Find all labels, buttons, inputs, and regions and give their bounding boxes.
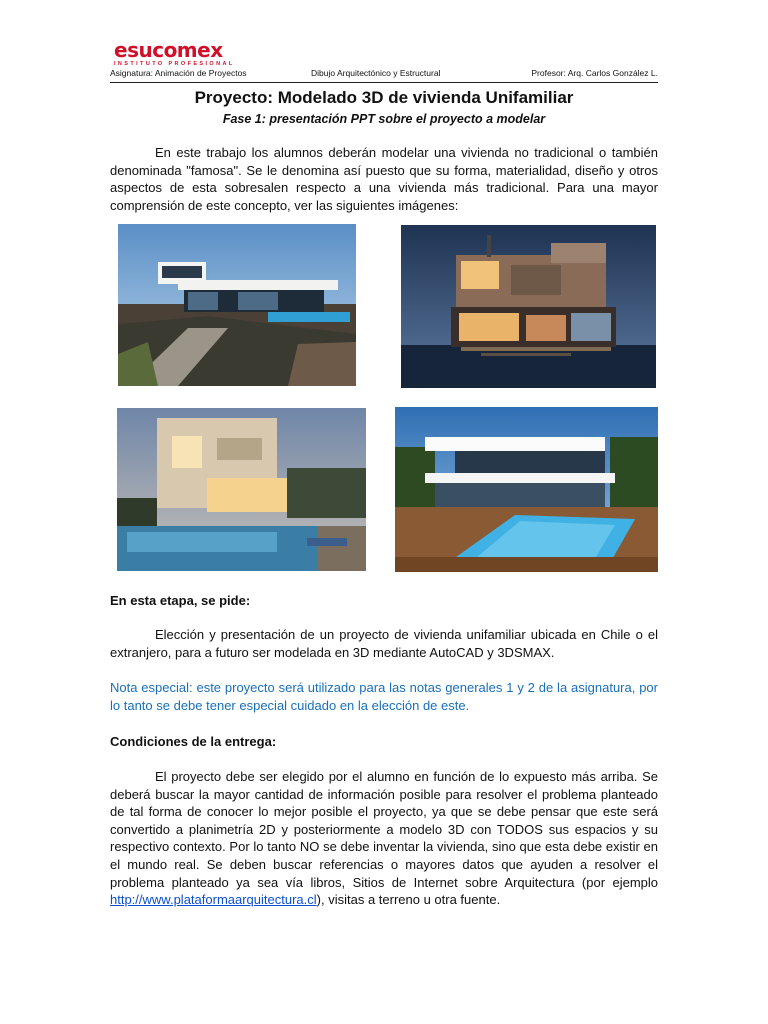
conditions-text-end: ), visitas a terreno u otra fuente. [316,892,501,908]
conditions-text-start: El proyecto debe ser elegido por el alumno en función de lo expuesto más arriba. Se deberá buscar la mayor cantidad de información posible para resolver el problema planteado de tal forma de conocer lo mejor posible el proyecto, ya que se debe pensar que este será convertido a planimetría 2D y posteriormente a modelo 3D con TODOS sus espacios y su respectivo contexto. Por lo tanto NO se debe inventar la vivienda, sino que esta debe existir en el mundo real. Se deben buscar referencias o mayores datos que ayuden a resolver el problema planteado ya sea vía libros, Sitios de Internet sobre Arquitectura (por ejemplo [110,769,658,890]
stage-heading: En esta etapa, se pide: [110,593,251,608]
house-photo-1 [118,224,356,386]
esucomex-logo [114,40,235,68]
plataforma-arquitectura-link[interactable]: http://www.plataformaarquitectura.cl [110,892,317,908]
house-photo-3 [117,408,366,571]
stage-paragraph: Elección y presentación de un proyecto de vivienda unifamiliar ubicada en Chile o el extranjero, para a futuro ser modelada en 3D mediante AutoCAD y 3DSMAX. [110,627,658,660]
document-header [110,68,658,82]
conditions-heading: Condiciones de la entrega: [110,734,277,749]
intro-paragraph: En este trabajo los alumnos deberán modelar una vivienda no tradicional o también denominada "famosa". Se le denomina así puesto que su forma, materialidad, diseño y otros aspectos de esta sobresalen respecto a una vivienda más tradicional. Para una mayor comprensión de este concepto, ver las siguientes imágenes: [110,145,658,213]
header-divider [110,82,658,83]
house-photo-2 [401,225,656,388]
header-course: Dibujo Arquitectónico y Estructural [311,68,441,78]
logo-wordmark: esucomex [114,38,223,62]
house-photo-4 [395,407,658,572]
document-title: Proyecto: Modelado 3D de vivienda Unifamiliar [194,88,574,107]
special-note: Nota especial: este proyecto será utilizado para las notas generales 1 y 2 de la asignatura, por lo tanto se debe tener especial cuidado en la elección de este. [110,680,658,713]
document-subtitle: Fase 1: presentación PPT sobre el proyecto a modelar [222,112,546,126]
header-professor: Profesor: Arq. Carlos González L. [531,68,658,78]
conditions-paragraph [110,768,658,909]
logo-subtitle: INSTITUTO PROFESIONAL [114,61,235,67]
header-subject: Asignatura: Animación de Proyectos [110,68,247,78]
